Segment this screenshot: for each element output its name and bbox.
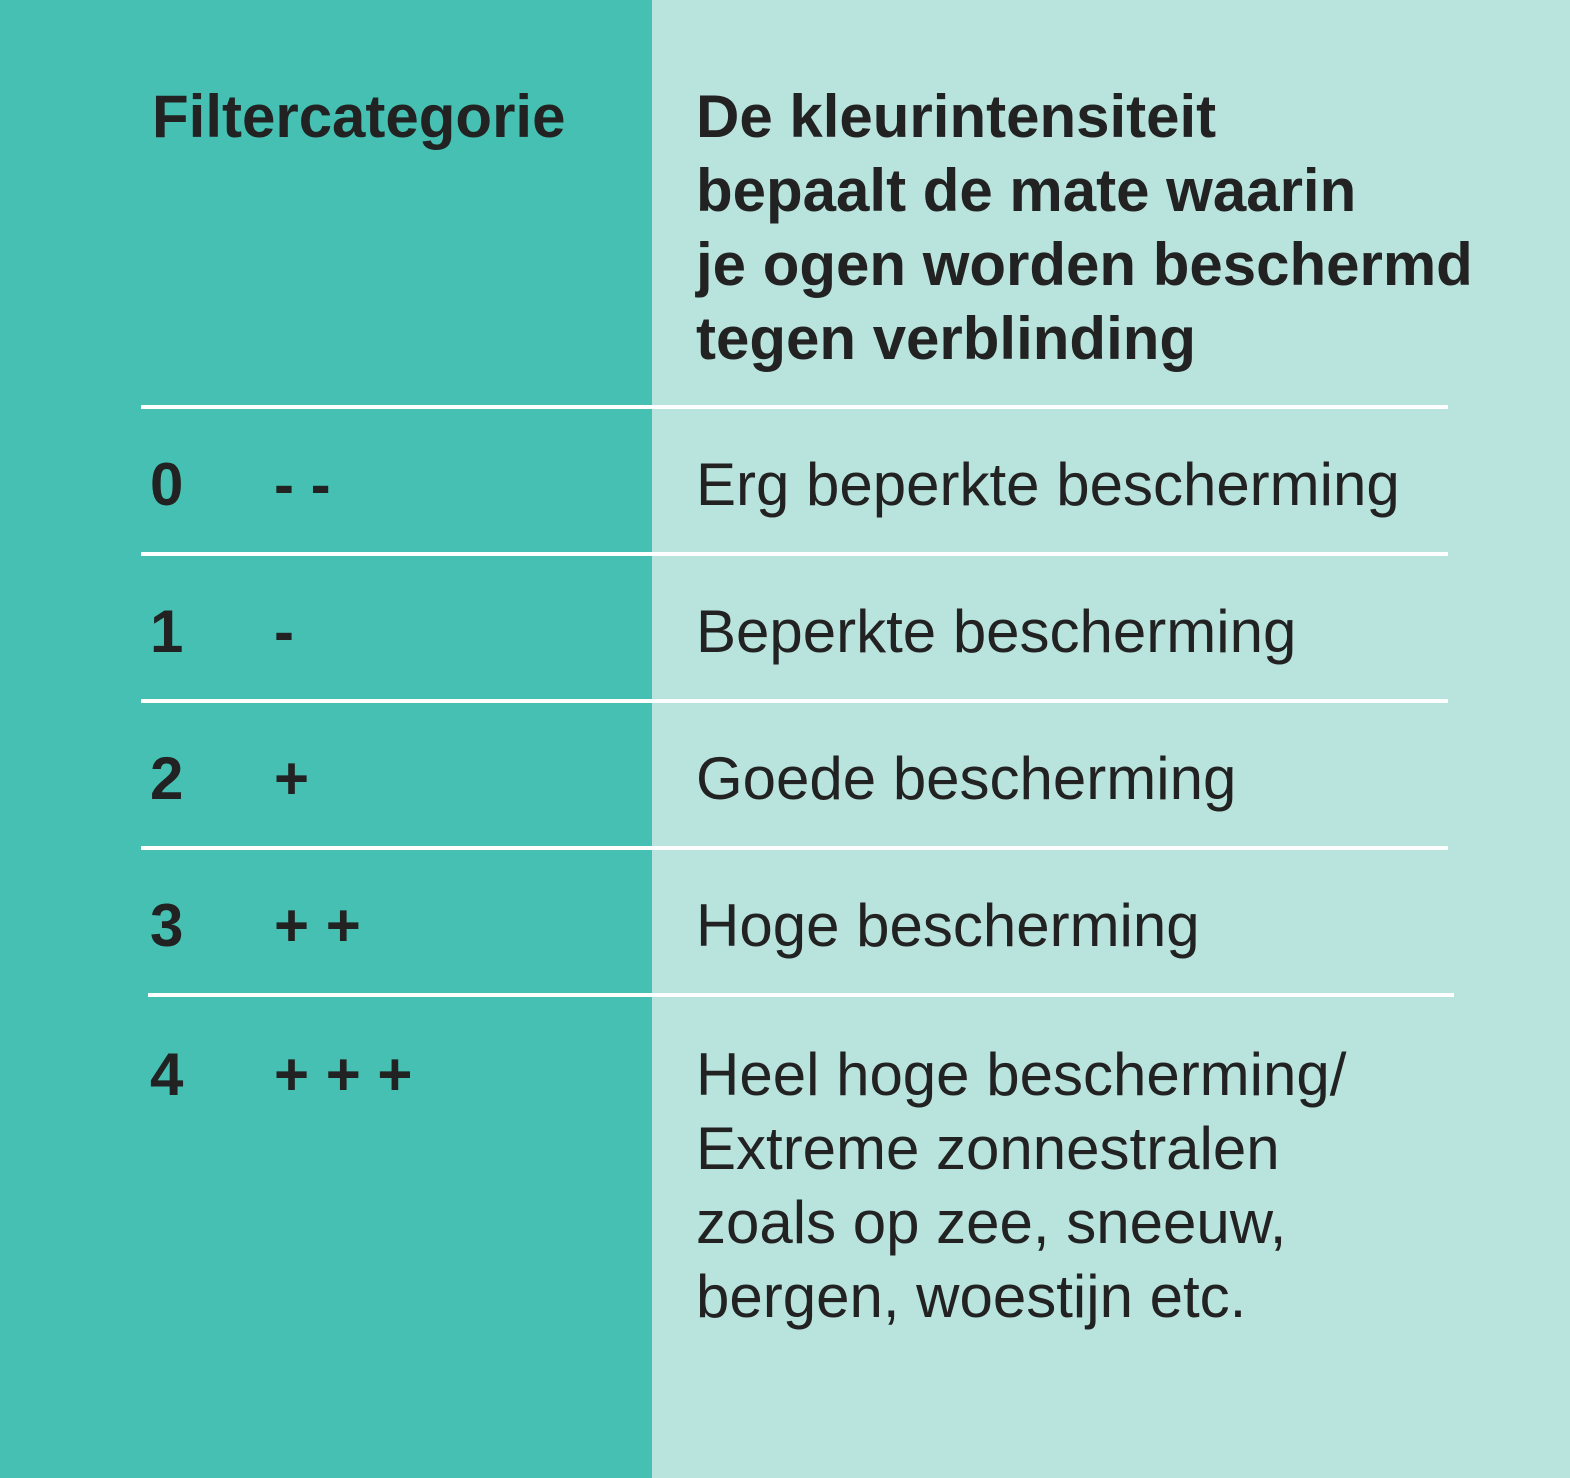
category-description [696,1038,1346,1334]
left-column-background [0,0,652,1478]
description-line: zoals op zee, sneeuw, [696,1189,1287,1256]
description-line: Heel hoge bescherming/ [696,1041,1347,1108]
description-heading-line: je ogen worden beschermd [696,231,1473,298]
description-line: Extreme zonnestralen [696,1115,1280,1182]
category-symbol: - - [274,451,331,518]
description-line: bergen, woestijn etc. [696,1263,1247,1330]
description-heading-line: bepaalt de mate waarin [696,157,1357,224]
category-number: 0 [150,451,184,518]
category-description [696,448,1400,522]
description-line: Hoge bescherming [696,892,1200,959]
category-description [696,595,1296,669]
row-divider [141,552,1448,556]
description-line: Erg beperkte bescherming [696,451,1400,518]
category-symbol: - [274,598,294,665]
description-line: Beperkte bescherming [696,598,1297,665]
row-divider [148,993,1454,997]
description-line: Goede bescherming [696,745,1237,812]
description-heading [696,80,1536,376]
category-description [696,889,1200,963]
row-divider [141,846,1448,850]
category-symbol: + + [274,892,361,959]
row-divider [141,699,1448,703]
filter-category-heading: Filtercategorie [152,83,566,150]
description-heading-line: De kleurintensiteit [696,83,1217,150]
row-divider [141,405,1448,409]
description-heading-line: tegen verblinding [696,305,1197,372]
category-number: 4 [150,1041,184,1108]
category-symbol: + + + [274,1041,413,1108]
category-description [696,742,1236,816]
category-number: 1 [150,598,184,665]
category-number: 3 [150,892,184,959]
category-symbol: + [274,745,310,812]
category-number: 2 [150,745,184,812]
